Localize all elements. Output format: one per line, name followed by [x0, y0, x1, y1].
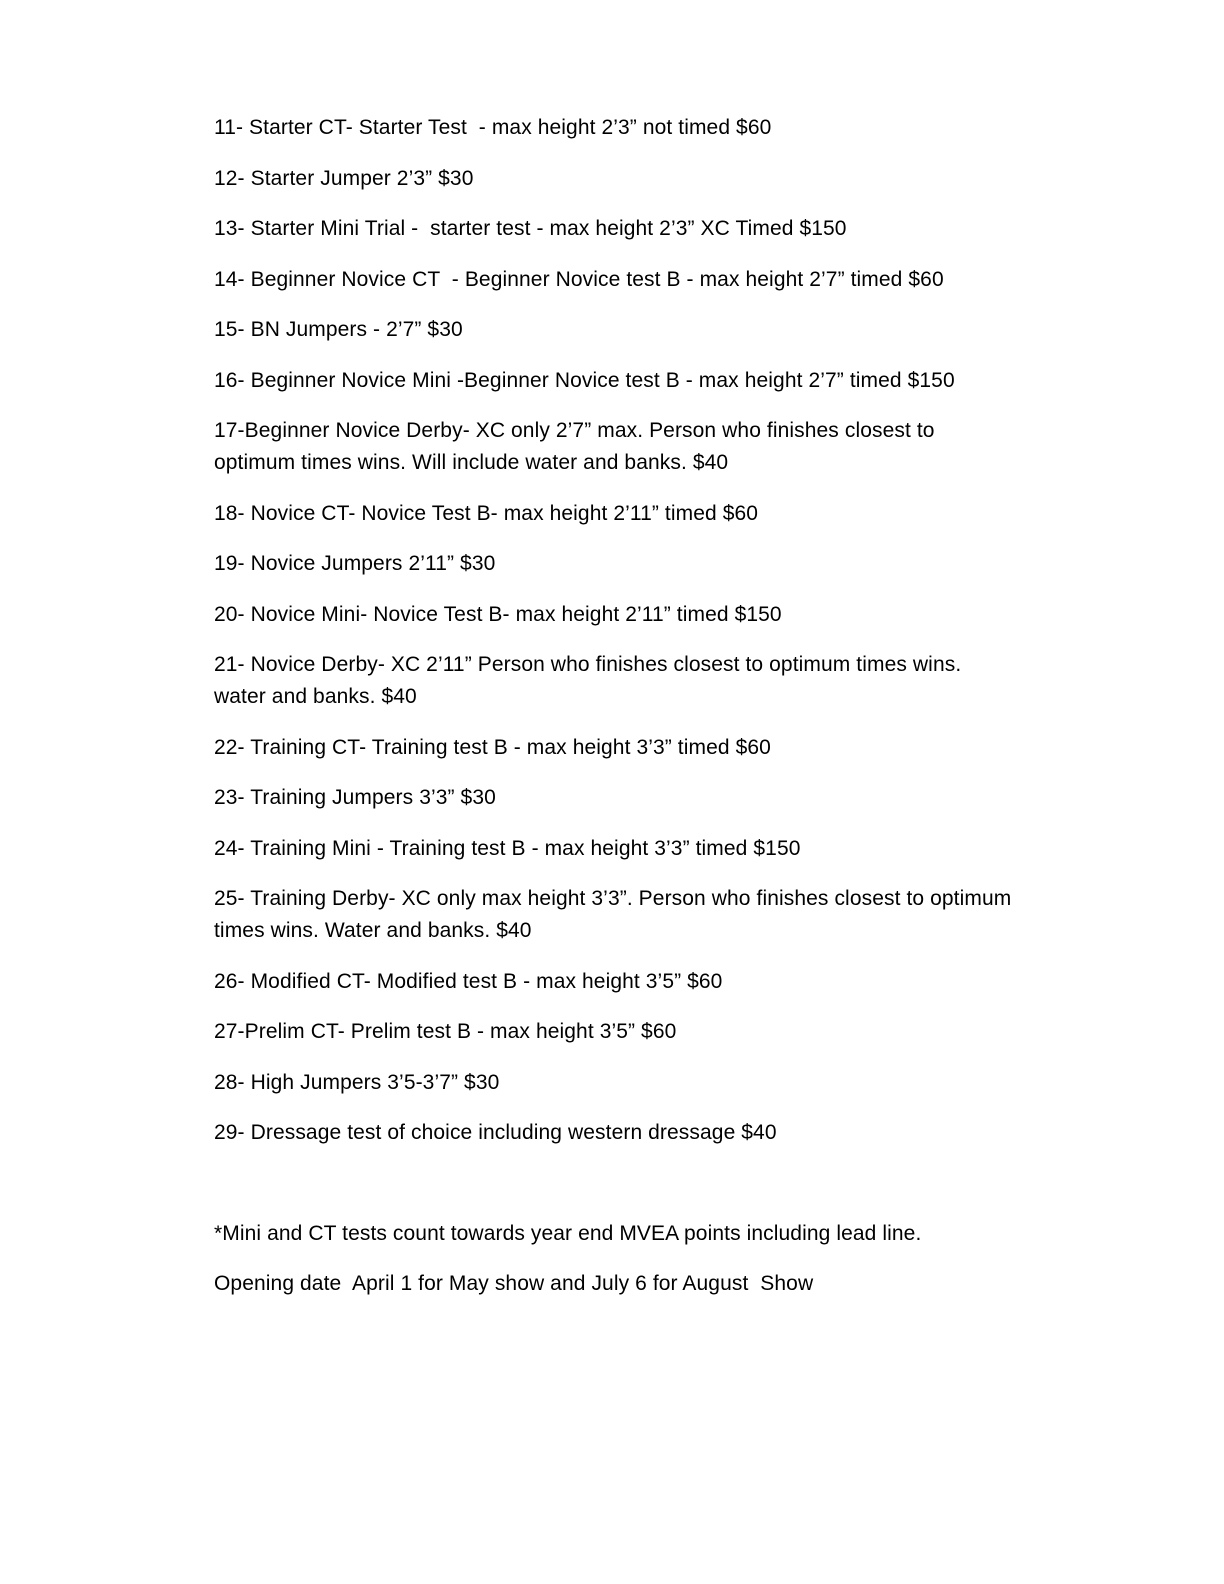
- class-item-13: 13- Starter Mini Trial - starter test - max height 2’3” XC Timed $150: [214, 217, 847, 240]
- class-item-29: 29- Dressage test of choice including western dressage $40: [214, 1121, 777, 1144]
- class-item-17: 17-Beginner Novice Derby- XC only 2’7” max. Person who finishes closest to optimum times wins. Will include water and banks. $40: [214, 419, 941, 474]
- class-item-12: 12- Starter Jumper 2’3” $30: [214, 166, 474, 190]
- class-item-23: 23- Training Jumpers 3’3” $30: [214, 786, 496, 809]
- class-item-20: 20- Novice Mini- Novice Test B- max height 2’11” timed $150: [214, 602, 782, 626]
- class-list: [214, 112, 1018, 1319]
- class-item-24: 24- Training Mini - Training test B - max height 3’3” timed $150: [214, 836, 801, 860]
- class-item-26: 26- Modified CT- Modified test B - max height 3’5” $60: [214, 969, 723, 993]
- class-item-15: 15- BN Jumpers - 2’7” $30: [214, 318, 463, 341]
- class-item-27: 27-Prelim CT- Prelim test B - max height 3’5” $60: [214, 1020, 677, 1043]
- class-item-16: 16- Beginner Novice Mini -Beginner Novice test B - max height 2’7” timed $150: [214, 368, 955, 392]
- class-item-25: 25- Training Derby- XC only max height 3’3”. Person who finishes closest to optimum times wins. Water and banks. $40: [214, 887, 1018, 942]
- points-footnote: *Mini and CT tests count towards year end MVEA points including lead line.: [214, 1221, 922, 1245]
- class-item-14: 14- Beginner Novice CT - Beginner Novice test B - max height 2’7” timed $60: [214, 267, 944, 291]
- class-item-22: 22- Training CT- Training test B - max height 3’3” timed $60: [214, 735, 771, 759]
- class-item-18: 18- Novice CT- Novice Test B- max height 2’11” timed $60: [214, 501, 759, 525]
- class-item-19: 19- Novice Jumpers 2’11” $30: [214, 552, 496, 575]
- opening-date-note: Opening date April 1 for May show and July 6 for August Show: [214, 1272, 814, 1295]
- class-item-11: 11- Starter CT- Starter Test - max height 2’3” not timed $60: [214, 116, 772, 139]
- class-item-21: 21- Novice Derby- XC 2’11” Person who finishes closest to optimum times wins. water and banks. $40: [214, 653, 968, 708]
- section-spacer: [214, 1168, 1014, 1218]
- class-item-28: 28- High Jumpers 3’5-3’7” $30: [214, 1070, 500, 1094]
